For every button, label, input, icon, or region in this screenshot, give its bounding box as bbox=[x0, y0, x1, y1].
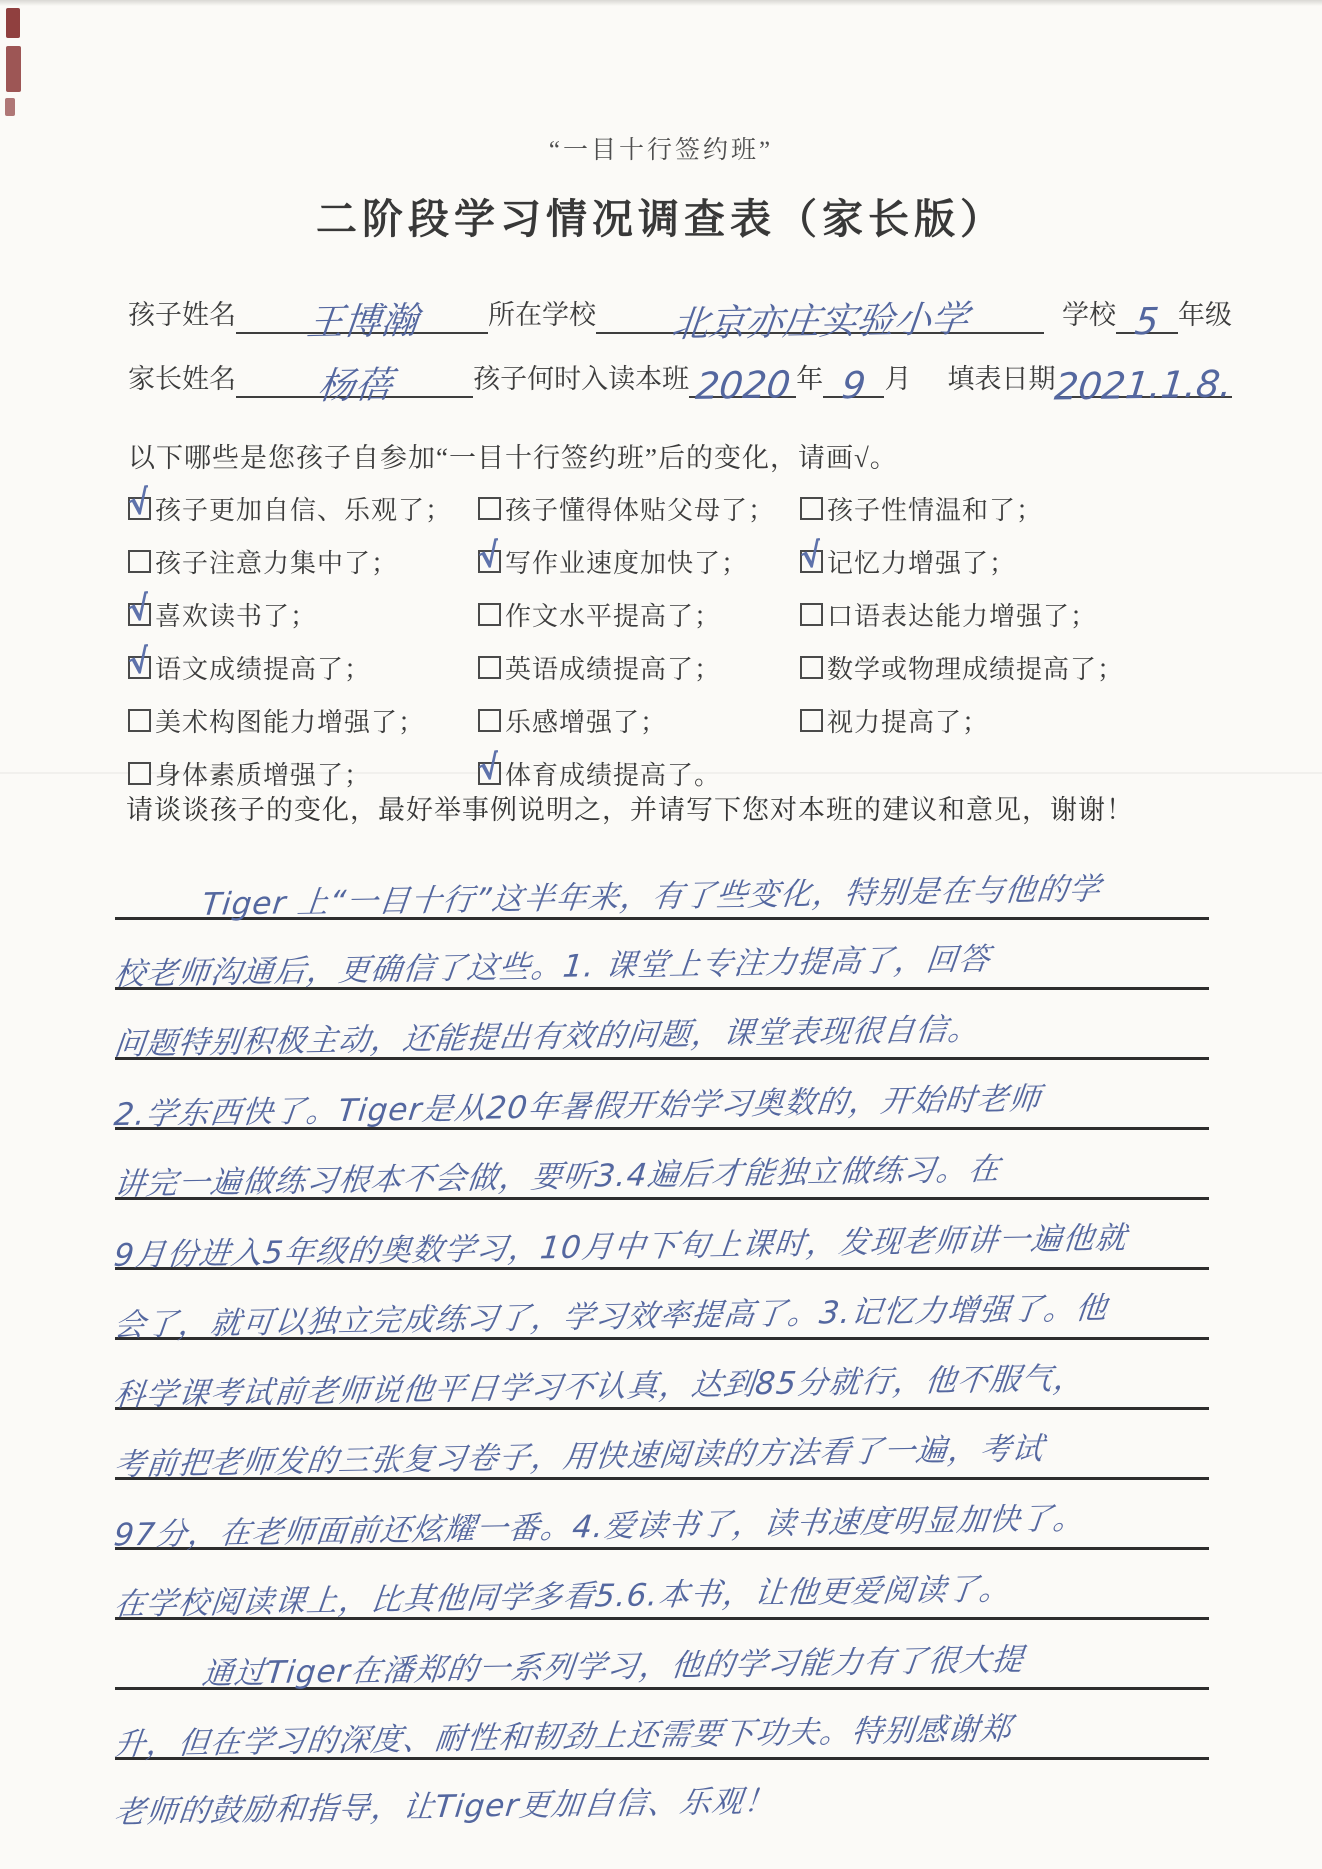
handwritten-line bbox=[112, 990, 1209, 1063]
checklist-item-label: 喜欢读书了； bbox=[155, 601, 318, 631]
grade-suffix-label: 年级 bbox=[1178, 300, 1232, 330]
checkbox bbox=[800, 603, 823, 626]
checkmark-icon: √ bbox=[125, 587, 153, 629]
scan-artifact-red-mark bbox=[5, 98, 15, 116]
handwritten-line bbox=[112, 1480, 1209, 1554]
checklist-item-label: 写作业速度加快了； bbox=[505, 548, 749, 578]
checklist-item bbox=[128, 704, 478, 736]
checklist-item-label: 数学或物理成绩提高了； bbox=[827, 654, 1125, 684]
checkmark-icon: √ bbox=[475, 746, 503, 788]
checkbox bbox=[797, 534, 825, 576]
parent-name-field bbox=[236, 352, 473, 408]
checkbox bbox=[478, 709, 501, 732]
child-name-label: 孩子姓名 bbox=[128, 300, 236, 330]
checkbox bbox=[478, 656, 501, 679]
checklist-item-label: 孩子更加自信、乐观了； bbox=[155, 495, 453, 525]
child-name-field bbox=[236, 288, 488, 344]
checklist-item bbox=[475, 534, 800, 578]
handwritten-text: 97分，在老师面前还炫耀一番。4.爱读书了，读书速度明显加快了。 bbox=[112, 1500, 1087, 1554]
handwritten-line bbox=[112, 1200, 1209, 1274]
handwritten-text: 讲完一遍做练习根本不会做，要听3.4遍后才能独立做练习。在 bbox=[112, 1151, 1003, 1203]
handwritten-text: Tiger 上“一目十行”这半年来，有了些变化，特别是在与他的学 bbox=[200, 871, 1103, 923]
checklist-item-label: 孩子注意力集中了； bbox=[155, 548, 399, 578]
grade-label: 学校 bbox=[1062, 300, 1116, 330]
enroll-year-handwriting: 2020 bbox=[693, 363, 793, 408]
parent-name-handwriting: 杨蓓 bbox=[315, 363, 394, 408]
handwritten-line bbox=[112, 1130, 1209, 1203]
enroll-month-handwriting: 9 bbox=[839, 363, 868, 408]
checklist-item-label: 英语成绩提高了； bbox=[505, 654, 722, 684]
grade-handwriting: 5 bbox=[1132, 299, 1162, 344]
checkbox bbox=[800, 656, 823, 679]
handwritten-text: 老师的鼓励和指导，让Tiger更加自信、乐观！ bbox=[112, 1783, 778, 1831]
checkbox bbox=[478, 497, 501, 520]
checklist-item-label: 孩子懂得体贴父母了； bbox=[505, 495, 776, 525]
scan-edge-shade bbox=[0, 0, 1322, 6]
handwritten-response bbox=[112, 850, 1209, 1831]
handwritten-text: 在学校阅读课上，比其他同学多看5.6.本书，让他更爱阅读了。 bbox=[112, 1571, 1013, 1623]
handwritten-text: 科学课考试前老师说他平日学习不认真，达到85分就行，他不服气， bbox=[112, 1360, 1088, 1414]
checkbox bbox=[800, 709, 823, 732]
checklist-item bbox=[478, 704, 800, 736]
checklist-item-label: 孩子性情温和了； bbox=[827, 495, 1044, 525]
checkmark-icon: √ bbox=[797, 534, 825, 576]
checklist-item bbox=[800, 704, 1286, 736]
checklist-item-label: 乐感增强了； bbox=[505, 707, 668, 737]
handwritten-line bbox=[115, 850, 1209, 923]
handwritten-text: 考前把老师发的三张复习卷子，用快速阅读的方法看了一遍，考试 bbox=[112, 1430, 1046, 1484]
handwritten-line bbox=[112, 1760, 1209, 1831]
checkbox bbox=[128, 550, 151, 573]
checklist-item-label: 视力提高了； bbox=[827, 707, 990, 737]
checkbox bbox=[475, 746, 503, 788]
checklist-item bbox=[478, 598, 800, 630]
year-suffix-label: 年 bbox=[796, 364, 824, 394]
school-handwriting: 北京亦庄实验小学 bbox=[669, 297, 971, 346]
checkbox bbox=[475, 534, 503, 576]
change-checklist bbox=[125, 481, 1286, 790]
enroll-label: 孩子何时入读本班 bbox=[473, 364, 690, 394]
school-label: 所在学校 bbox=[488, 300, 596, 330]
child-name-handwriting: 王博瀚 bbox=[304, 299, 420, 344]
parent-name-label: 家长姓名 bbox=[128, 364, 236, 394]
handwritten-line bbox=[115, 1620, 1209, 1693]
checklist-item-label: 记忆力增强了； bbox=[827, 548, 1017, 578]
scan-artifact-red-mark bbox=[6, 8, 20, 38]
checkbox bbox=[478, 603, 501, 626]
checklist-item bbox=[125, 640, 478, 684]
checklist-instruction: 以下哪些是您孩子自参加“一目十行签约班”后的变化，请画√。 bbox=[128, 443, 898, 473]
scan-artifact-red-mark bbox=[6, 46, 21, 92]
grade-field bbox=[1116, 288, 1178, 344]
essay-prompt: 请谈谈孩子的变化，最好举事例说明之，并请写下您对本班的建议和意见，谢谢！ bbox=[126, 795, 1134, 825]
handwritten-line bbox=[112, 1690, 1209, 1763]
checklist-item bbox=[125, 587, 478, 631]
checklist-item-label: 作文水平提高了； bbox=[505, 601, 722, 631]
checkmark-icon: √ bbox=[125, 481, 153, 523]
handwritten-text: 升，但在学习的深度、耐性和韧劲上还需要下功夫。特别感谢郑 bbox=[112, 1711, 1014, 1763]
handwritten-text: 通过Tiger在潘郑的一系列学习，他的学习能力有了很大提 bbox=[200, 1641, 1026, 1693]
form-row-parent bbox=[128, 352, 1235, 409]
checklist-item-label: 美术构图能力增强了； bbox=[155, 707, 426, 737]
handwritten-text: 会了，就可以独立完成练习了，学习效率提高了。3.记忆力增强了。他 bbox=[112, 1290, 1110, 1344]
checklist-item bbox=[478, 492, 800, 524]
checklist-item-label: 体育成绩提高了。 bbox=[505, 760, 722, 790]
checkbox bbox=[128, 762, 151, 785]
checklist-item bbox=[475, 746, 800, 790]
handwritten-line bbox=[112, 1340, 1209, 1414]
handwritten-text: 校老师沟通后，更确信了这些。1. 课堂上专注力提高了，回答 bbox=[112, 941, 993, 993]
fill-date-handwriting: 2021.1.8. bbox=[1053, 362, 1235, 409]
handwritten-text: 2.学东西快了。Tiger是从20年暑假开始学习奥数的，开始时老师 bbox=[112, 1080, 1043, 1134]
program-name-header: “一目十行签约班” bbox=[548, 137, 774, 164]
checklist-item bbox=[128, 545, 478, 577]
checklist-item bbox=[478, 651, 800, 683]
month-suffix-label: 月 bbox=[884, 364, 912, 394]
handwritten-text: 问题特别积极主动，还能提出有效的问题，课堂表现很自信。 bbox=[112, 1011, 982, 1063]
checklist-item-label: 语文成绩提高了； bbox=[155, 654, 372, 684]
fill-date-label: 填表日期 bbox=[947, 364, 1056, 394]
checklist-item-label: 口语表达能力增强了； bbox=[827, 601, 1098, 631]
handwritten-line bbox=[112, 1550, 1209, 1623]
page-title: 二阶段学习情况调查表（家长版） bbox=[316, 196, 1006, 242]
checkbox bbox=[125, 640, 153, 682]
handwritten-line bbox=[112, 1060, 1209, 1134]
checkbox bbox=[125, 587, 153, 629]
checklist-item bbox=[800, 651, 1286, 683]
checklist-item bbox=[125, 481, 478, 525]
school-field bbox=[596, 288, 1044, 346]
checklist-item bbox=[797, 534, 1286, 578]
checkbox bbox=[800, 497, 823, 520]
handwritten-line bbox=[112, 1410, 1209, 1484]
checklist-item-label: 身体素质增强了； bbox=[155, 760, 372, 790]
handwritten-line bbox=[112, 920, 1209, 993]
checkbox bbox=[125, 481, 153, 523]
enroll-month-field bbox=[823, 352, 884, 408]
form-row-child bbox=[128, 288, 1232, 346]
checkmark-icon: √ bbox=[125, 640, 153, 682]
handwritten-text: 9月份进入5年级的奥数学习，10月中下旬上课时，发现老师讲一遍他就 bbox=[112, 1220, 1129, 1274]
checklist-item bbox=[128, 757, 478, 789]
checklist-item bbox=[800, 492, 1286, 524]
fill-date-field bbox=[1053, 352, 1235, 409]
enroll-year-field bbox=[689, 352, 796, 408]
handwritten-line bbox=[112, 1270, 1209, 1344]
checkbox bbox=[128, 709, 151, 732]
checklist-item bbox=[800, 598, 1286, 630]
checkmark-icon: √ bbox=[475, 534, 503, 576]
